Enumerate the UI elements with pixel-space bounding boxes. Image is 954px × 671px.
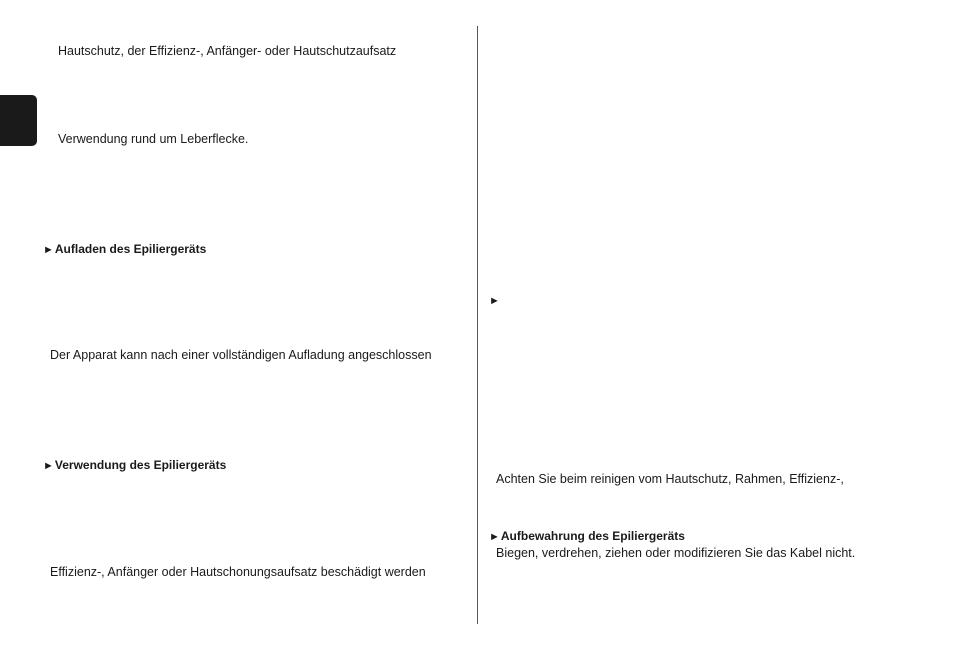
paragraph-moles: Verwendung rund um Leberflecke.: [58, 132, 249, 146]
paragraph-usage: Effizienz-, Anfänger oder Hautschonungsaufsatz beschädigt werden: [50, 565, 426, 579]
arrow-right-icon: ►: [489, 531, 500, 543]
heading-storage: [489, 529, 685, 545]
section-tab-marker: [0, 95, 37, 146]
heading-usage: [43, 458, 226, 474]
heading-charging: [43, 242, 206, 258]
heading-storage-label: Aufbewahrung des Epiliergeräts: [500, 529, 685, 543]
heading-charging-label: Aufladen des Epiliergeräts: [54, 242, 207, 256]
paragraph-charging: Der Apparat kann nach einer vollständigen Aufladung angeschlossen: [50, 348, 432, 362]
arrow-right-icon: ►: [43, 244, 54, 256]
paragraph-cleaning: Achten Sie beim reinigen vom Hautschutz, Rahmen, Effizienz-,: [496, 472, 844, 486]
column-divider: [477, 26, 478, 624]
paragraph-storage: Biegen, verdrehen, ziehen oder modifizieren Sie das Kabel nicht.: [496, 546, 856, 560]
paragraph-skin-protection: Hautschutz, der Effizienz-, Anfänger- oder Hautschutzaufsatz: [58, 44, 397, 58]
heading-usage-label: Verwendung des Epiliergeräts: [54, 458, 227, 472]
arrow-right-icon: ►: [43, 460, 54, 472]
arrow-right-icon: ►: [489, 295, 500, 307]
